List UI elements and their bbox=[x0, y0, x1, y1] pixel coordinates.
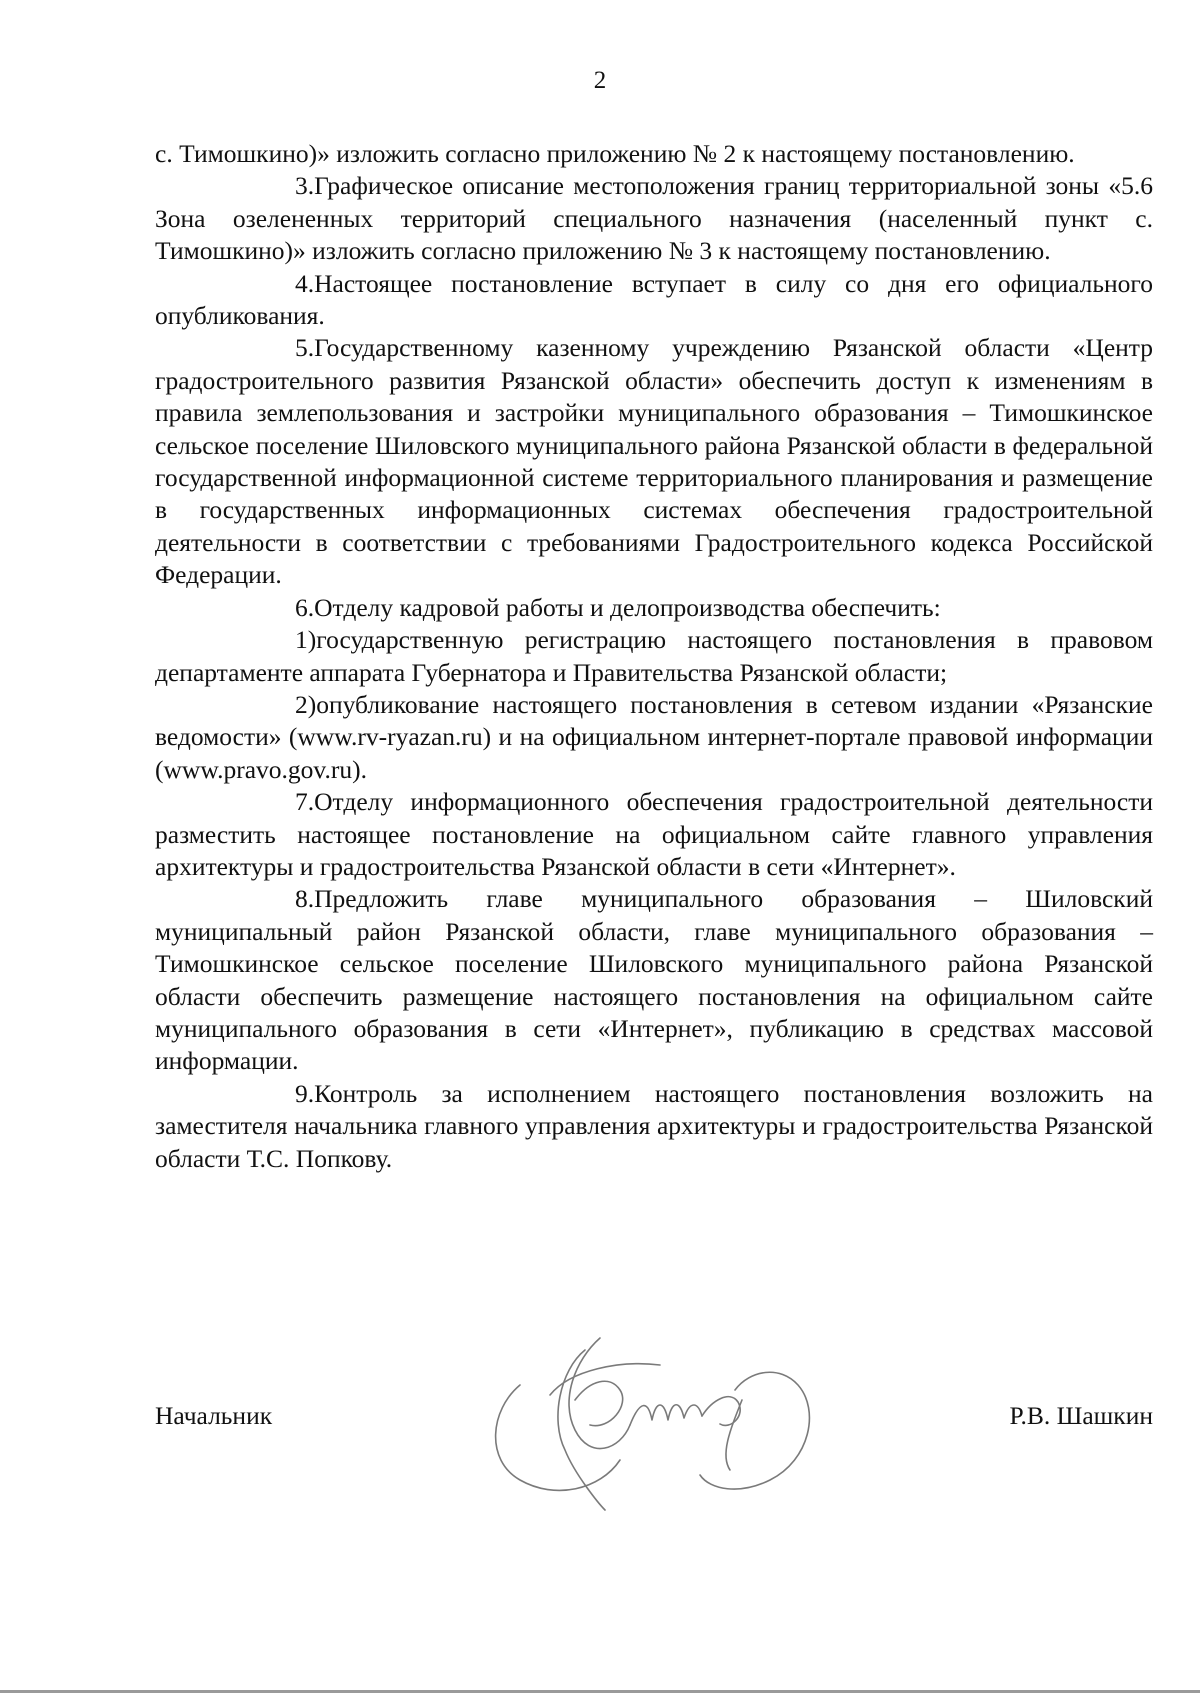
paragraph-7 bbox=[155, 786, 1153, 883]
paragraph-number: 4. bbox=[295, 268, 315, 298]
document-body bbox=[155, 138, 1153, 1175]
paragraph-5 bbox=[155, 332, 1153, 591]
paragraph-2-continuation bbox=[155, 138, 1153, 170]
paragraph-number: 8. bbox=[295, 884, 315, 914]
paragraph-9 bbox=[155, 1078, 1153, 1175]
paragraph-number: 5. bbox=[295, 333, 315, 363]
paragraph-number: 6. bbox=[295, 592, 315, 622]
paragraph-3 bbox=[155, 170, 1153, 267]
paragraph-text: Государственному казенному учреждению Рязанской области «Центр градостроительного развития Рязанской области» обеспечить доступ к изменениям в правила землепользования и застройки муниципального образования – Тимошкинское сельское поселение Шиловского муниципального района Рязанской области в федеральной государственной информационной системе территориального планирования и размещение в государственных информационных системах обеспечения градостроительной деятельности в соответствии с требованиями Градостроительного кодекса Российской Федерации. bbox=[155, 333, 1153, 590]
paragraph-number: 7. bbox=[295, 787, 315, 817]
paragraph-number: 1) bbox=[295, 625, 317, 655]
paragraph-text: с. Тимошкино)» изложить согласно приложению № 2 к настоящему постановлению. bbox=[155, 139, 1075, 168]
paragraph-4 bbox=[155, 268, 1153, 333]
paragraph-number: 2) bbox=[295, 689, 317, 719]
paragraph-text: Предложить главе муниципального образования – Шиловский муниципальный район Рязанской области, главе муниципального образования – Тимошкинское сельское поселение Шиловского муниципального района Рязанской области обеспечить размещение настоящего постановления на официальном сайте муниципального образования в сети «Интернет», публикацию в средствах массовой информации. bbox=[155, 884, 1153, 1076]
paragraph-6 bbox=[155, 592, 1153, 624]
paragraph-text: государственную регистрацию настоящего постановления в правовом департаменте аппарата Губернатора и Правительства Рязанской области; bbox=[155, 625, 1153, 687]
bottom-rule bbox=[0, 1690, 1200, 1693]
signatory-position: Начальник bbox=[155, 1401, 273, 1430]
signature-block bbox=[155, 1400, 1153, 1440]
paragraph-text: Контроль за исполнением настоящего постановления возложить на заместителя начальника главного управления архитектуры и градостроительства Рязанской области Т.С. Попкову. bbox=[155, 1078, 1153, 1173]
paragraph-number: 9. bbox=[295, 1078, 315, 1108]
paragraph-number: 3. bbox=[295, 171, 315, 201]
page-number: 2 bbox=[593, 67, 607, 94]
signatory-name: Р.В. Шашкин bbox=[1009, 1401, 1153, 1430]
subitem-6-1 bbox=[155, 624, 1153, 689]
paragraph-text: Отделу информационного обеспечения градостроительной деятельности разместить настоящее постановление на официальном сайте главного управления архитектуры и градостроительства Рязанской области в сети «Интернет». bbox=[155, 787, 1153, 881]
paragraph-8 bbox=[155, 883, 1153, 1077]
paragraph-text: Отделу кадровой работы и делопроизводства обеспечить: bbox=[314, 592, 941, 622]
subitem-6-2 bbox=[155, 689, 1153, 786]
paragraph-text: Графическое описание местоположения границ территориальной зоны «5.6 Зона озелененных территорий специального назначения (населенный пункт с. Тимошкино)» изложить согласно приложению № 3 к настоящему постановлению. bbox=[155, 171, 1153, 266]
paragraph-text: Настоящее постановление вступает в силу со дня его официального опубликования. bbox=[155, 268, 1153, 331]
paragraph-text: опубликование настоящего постановления в сетевом издании «Рязанские ведомости» (www.rv-ryazan.ru) и на официальном интернет-портале правовой информации (www.pravo.gov.ru). bbox=[155, 689, 1153, 784]
